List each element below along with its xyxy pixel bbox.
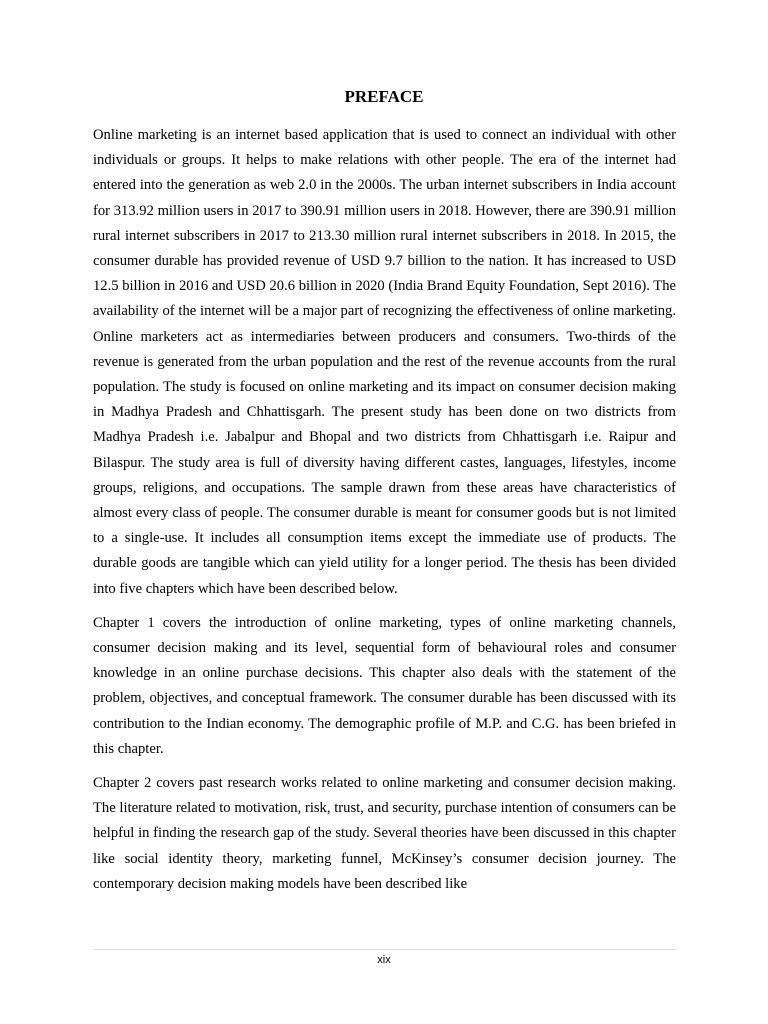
paragraph-chapter-2: Chapter 2 covers past research works related to online marketing and consumer decision making. The literature related to motivation, risk, trust, and security, purchase intention of consumers can be helpful in finding the research gap of the study. Several theories have been discussed in this chapter like social identity theory, marketing funnel, McKinsey’s consumer decision journey. The contemporary decision making models have been described like bbox=[93, 775, 676, 892]
paragraph-chapter-1: Chapter 1 covers the introduction of online marketing, types of online marketing channels, consumer decision making and its level, sequential form of behavioural roles and consumer knowledge in an online purchase decisions. This chapter also deals with the statement of the problem, objectives, and conceptual framework. The consumer durable has been discussed with its contribution to the Indian economy. The demographic profile of M.P. and C.G. has been briefed in this chapter. bbox=[93, 614, 676, 757]
page-title: PREFACE bbox=[344, 87, 424, 106]
page-number: xix bbox=[377, 954, 391, 966]
body-text bbox=[93, 123, 676, 906]
paragraph-intro: Online marketing is an internet based application that is used to connect an individual with other individuals or groups. It helps to make relations with other people. The era of the internet had entered into the generation as web 2.0 in the 2000s. The urban internet subscribers in India account for 313.92 million users in 2017 to 390.91 million users in 2018. However, there are 390.91 million rural internet subscribers in 2017 to 213.30 million rural internet subscribers in 2018. In 2015, the consumer durable has provided revenue of USD 9.7 billion to the nation. It has increased to USD 12.5 billion in 2016 and USD 20.6 billion in 2020 (India Brand Equity Foundation, Sept 2016). The availability of the internet will be a major part of recognizing the effectiveness of online marketing. Online marketers act as intermediaries between producers and consumers. Two-thirds of the revenue is generated from the urban population and the rest of the revenue accounts from the rural population. The study is focused on online marketing and its impact on consumer decision making in Madhya Pradesh and Chhattisgarh. The present study has been done on two districts from Madhya Pradesh i.e. Jabalpur and Bhopal and two districts from Chhattisgarh i.e. Raipur and Bilaspur. The study area is full of diversity having different castes, languages, lifestyles, income groups, religions, and occupations. The sample drawn from these areas have characteristics of almost every class of people. The consumer durable is meant for consumer goods but is not limited to a single-use. It includes all consumption items except the immediate use of products. The durable goods are tangible which can yield utility for a longer period. The thesis has been divided into five chapters which have been described below. bbox=[93, 127, 676, 597]
footer-divider bbox=[93, 949, 676, 950]
